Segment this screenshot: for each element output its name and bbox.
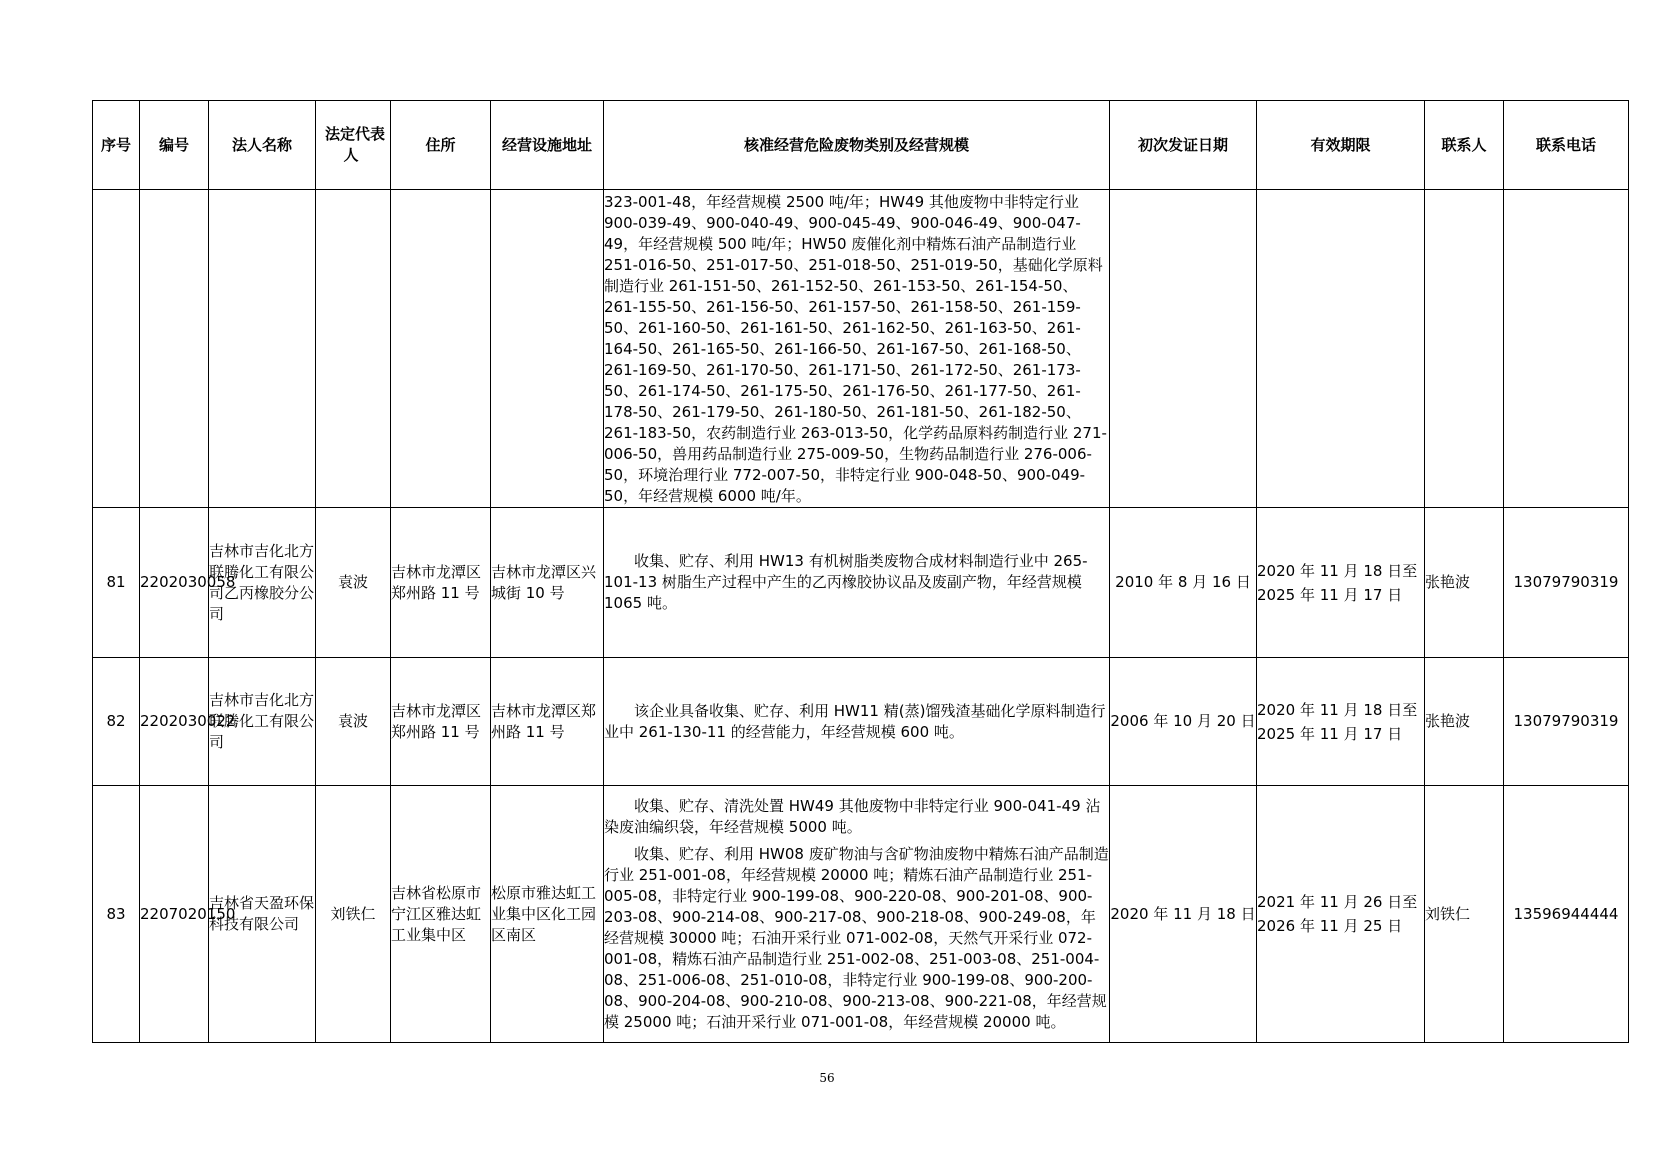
cell-contact: 张艳波 bbox=[1425, 508, 1504, 658]
col-header-rep: 法定代表人 bbox=[316, 101, 391, 190]
cell-valid: 2020 年 11 月 18 日至 2025 年 11 月 17 日 bbox=[1257, 508, 1425, 658]
cell-empty bbox=[391, 190, 491, 508]
cell-name: 吉林市吉化北方联腾化工有限公司 bbox=[209, 658, 316, 786]
cell-first-date: 2006 年 10 月 20 日 bbox=[1110, 658, 1257, 786]
cell-scope: 该企业具备收集、贮存、利用 HW11 精(蒸)馏残渣基础化学原料制造行业中 261-130-11 的经营能力，年经营规模 600 吨。 bbox=[604, 658, 1110, 786]
cell-empty bbox=[1425, 190, 1504, 508]
cell-scope: 323-001-48，年经营规模 2500 吨/年；HW49 其他废物中非特定行业 900-039-49、900-040-49、900-045-49、900-046-49、900-047-49，年经营规模 500 吨/年；HW50 废催化剂中精炼石油产品制造行业 251-016-50、251-017-50、251-018-50、251-019-50，基础化学原料制造行业 261-151-50、261-152-50、261-153-50、261-154-50、261-155-50、261-156-50、261-157-50、261-158-50、261-159-50、261-160-50、261-161-50、261-162-50、261-163-50、261-164-50、261-165-50、261-166-50、261-167-50、261-168-50、261-169-50、261-170-50、261-171-50、261-172-50、261-173-50、261-174-50、261-175-50、261-176-50、261-177-50、261-178-50、261-179-50、261-180-50、261-181-50、261-182-50、261-183-50，农药制造行业 263-013-50，化学药品原料药制造行业 271-006-50，兽用药品制造行业 275-009-50，生物药品制造行业 276-006-50，环境治理行业 772-007-50，非特定行业 900-048-50、900-049-50，年经营规模 6000 吨/年。 bbox=[604, 190, 1110, 508]
cell-first-date: 2010 年 8 月 16 日 bbox=[1110, 508, 1257, 658]
cell-seq: 83 bbox=[93, 786, 140, 1043]
cell-rep: 袁波 bbox=[316, 658, 391, 786]
cell-rep: 袁波 bbox=[316, 508, 391, 658]
col-header-valid: 有效期限 bbox=[1257, 101, 1425, 190]
cell-empty bbox=[140, 190, 209, 508]
col-header-scope: 核准经营危险废物类别及经营规模 bbox=[604, 101, 1110, 190]
table-row-continuation bbox=[93, 190, 1629, 508]
cell-phone: 13596944444 bbox=[1504, 786, 1629, 1043]
cell-first-date: 2020 年 11 月 18 日 bbox=[1110, 786, 1257, 1043]
page-number: 56 bbox=[819, 1071, 835, 1085]
cell-phone: 13079790319 bbox=[1504, 658, 1629, 786]
col-header-addr: 住所 bbox=[391, 101, 491, 190]
cell-empty bbox=[1504, 190, 1629, 508]
col-header-code: 编号 bbox=[140, 101, 209, 190]
cell-empty bbox=[209, 190, 316, 508]
table-row bbox=[93, 658, 1629, 786]
permits-table bbox=[92, 100, 1629, 1043]
cell-addr: 吉林省松原市宁江区雅达虹工业集中区 bbox=[391, 786, 491, 1043]
cell-addr: 吉林市龙潭区郑州路 11 号 bbox=[391, 508, 491, 658]
header-row bbox=[93, 101, 1629, 190]
cell-site: 吉林市龙潭区郑州路 11 号 bbox=[491, 658, 604, 786]
cell-empty bbox=[1257, 190, 1425, 508]
col-header-name: 法人名称 bbox=[209, 101, 316, 190]
cell-name: 吉林省天盈环保科技有限公司 bbox=[209, 786, 316, 1043]
cell-code: 2207020150 bbox=[140, 786, 209, 1043]
cell-empty bbox=[93, 190, 140, 508]
cell-empty bbox=[491, 190, 604, 508]
cell-empty bbox=[316, 190, 391, 508]
cell-code: 2202030022 bbox=[140, 658, 209, 786]
cell-site: 松原市雅达虹工业集中区化工园区南区 bbox=[491, 786, 604, 1043]
cell-name: 吉林市吉化北方联腾化工有限公司乙丙橡胶分公司 bbox=[209, 508, 316, 658]
col-header-contact: 联系人 bbox=[1425, 101, 1504, 190]
table-row bbox=[93, 508, 1629, 658]
cell-seq: 81 bbox=[93, 508, 140, 658]
cell-site: 吉林市龙潭区兴城街 10 号 bbox=[491, 508, 604, 658]
cell-contact: 刘铁仁 bbox=[1425, 786, 1504, 1043]
col-header-phone: 联系电话 bbox=[1504, 101, 1629, 190]
cell-code: 2202030058 bbox=[140, 508, 209, 658]
cell-addr: 吉林市龙潭区郑州路 11 号 bbox=[391, 658, 491, 786]
cell-scope: 收集、贮存、利用 HW13 有机树脂类废物合成材料制造行业中 265-101-13 树脂生产过程中产生的乙丙橡胶协议品及废副产物，年经营规模 1065 吨。 bbox=[604, 508, 1110, 658]
cell-scope: 收集、贮存、清洗处置 HW49 其他废物中非特定行业 900-041-49 沾染废油编织袋，年经营规模 5000 吨。 收集、贮存、利用 HW08 废矿物油与含矿物油废物中精炼石油产品制造行业 251-001-08，年经营规模 20000 吨；精炼石油产品制造行业 251-005-08，非特定行业 900-199-08、900-220-08、900-201-08、900-203-08、900-214-08、900-217-08、900-218-08、900-249-08，年经营规模 30000 吨；石油开采行业 071-002-08，天然气开采行业 072-001-08，精炼石油产品制造行业 251-002-08、251-003-08、251-004-08、251-006-08、251-010-08，非特定行业 900-199-08、900-200-08、900-204-08、900-210-08、900-213-08、900-221-08，年经营规模 25000 吨；石油开采行业 071-001-08，年经营规模 20000 吨。 bbox=[604, 786, 1110, 1043]
table-row bbox=[93, 786, 1629, 1043]
cell-empty bbox=[1110, 190, 1257, 508]
cell-valid: 2021 年 11 月 26 日至 2026 年 11 月 25 日 bbox=[1257, 786, 1425, 1043]
col-header-first-date: 初次发证日期 bbox=[1110, 101, 1257, 190]
col-header-seq: 序号 bbox=[93, 101, 140, 190]
cell-seq: 82 bbox=[93, 658, 140, 786]
col-header-site: 经营设施地址 bbox=[491, 101, 604, 190]
cell-contact: 张艳波 bbox=[1425, 658, 1504, 786]
cell-valid: 2020 年 11 月 18 日至 2025 年 11 月 17 日 bbox=[1257, 658, 1425, 786]
cell-rep: 刘铁仁 bbox=[316, 786, 391, 1043]
cell-phone: 13079790319 bbox=[1504, 508, 1629, 658]
